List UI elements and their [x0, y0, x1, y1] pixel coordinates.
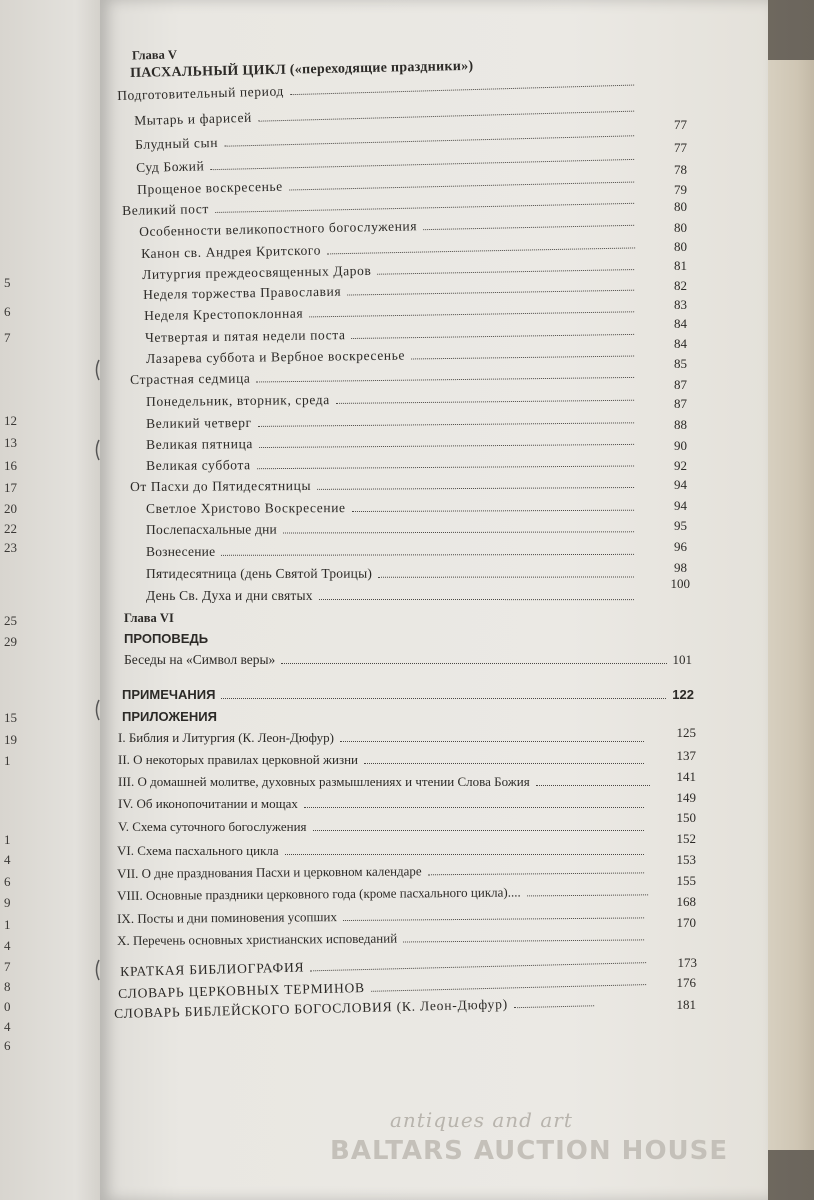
entry-title: Канон св. Андрея Критского — [140, 242, 321, 261]
page-number: 78 — [674, 162, 687, 177]
page-number: 87 — [674, 377, 687, 392]
entry-title: VII. О дне празднования Пасхи и церковном календаре — [117, 863, 422, 881]
page-number: 125 — [676, 725, 696, 740]
entry-title: Литургия преждеосвященных Даров — [141, 262, 372, 282]
entry-title: Послепасхальные дни — [146, 521, 278, 537]
page-number: 96 — [674, 539, 687, 554]
entry-title: IV. Об иконопочитании и мощах — [118, 796, 298, 811]
appendix-entry — [117, 906, 650, 927]
dot-leader — [256, 377, 634, 383]
entry-title: День Св. Духа и дни святых — [145, 588, 313, 604]
page-number: 152 — [676, 831, 696, 846]
page-number: 84 — [674, 336, 687, 351]
dot-leader — [336, 400, 634, 404]
dot-leader — [347, 290, 634, 296]
entry-title: X. Перечень основных христианских исповеданий — [117, 930, 398, 948]
dot-leader — [210, 159, 634, 170]
page-number: 81 — [674, 258, 687, 273]
toc-entry — [146, 433, 640, 453]
left-page-number: 1 — [4, 917, 11, 932]
page-number: 170 — [676, 915, 696, 930]
chapter-title: ПАСХАЛЬНЫЙ ЦИКЛ («переходящие праздники») — [130, 58, 474, 81]
appendix-entry — [118, 752, 650, 768]
toc-entry — [130, 366, 640, 388]
toc-entry — [139, 214, 640, 240]
page-number: 153 — [676, 852, 696, 867]
page-number: 141 — [676, 769, 696, 784]
entry-title: Лазарева суббота и Вербное воскресенье — [146, 347, 406, 366]
dot-leader — [289, 182, 634, 191]
toc-entry — [146, 565, 640, 582]
left-page-number: 6 — [4, 1038, 11, 1053]
left-page-number: 1 — [4, 832, 11, 847]
entry-title: Подготовительный период — [116, 83, 284, 103]
left-page-number: 4 — [4, 938, 11, 953]
page-number: 149 — [676, 790, 696, 805]
page-number: 87 — [674, 396, 687, 411]
dot-leader — [424, 225, 635, 230]
dot-leader — [313, 830, 644, 831]
entry-title: VIII. Основные праздники церковного года (кроме пасхального цикла).... — [117, 884, 521, 903]
entry-title: Мытарь и фарисей — [133, 109, 252, 128]
left-page-number: 6 — [4, 304, 11, 319]
page-number: 168 — [676, 894, 696, 909]
toc-entry — [146, 520, 640, 538]
page-number: 77 — [674, 140, 687, 155]
entry-title: Великая суббота — [146, 457, 251, 473]
dot-leader — [224, 135, 634, 146]
dot-leader — [340, 741, 644, 742]
dot-leader — [290, 85, 634, 96]
appendix-entry — [118, 819, 650, 835]
page-number: 122 — [672, 687, 694, 702]
left-page-number: 29 — [4, 634, 17, 649]
page-number: 98 — [674, 560, 687, 575]
dot-leader — [371, 984, 646, 992]
appendix-entry — [118, 774, 656, 790]
page-number: 79 — [674, 182, 687, 197]
appendix-entry — [117, 843, 650, 859]
page-number: 94 — [674, 477, 687, 492]
dot-leader — [403, 939, 644, 942]
toc-entry — [146, 499, 640, 517]
entry-title: Светлое Христово Воскресение — [146, 500, 346, 516]
page-number: 150 — [676, 810, 696, 825]
entry-title: Блудный сын — [135, 134, 219, 152]
entry-title: Страстная седмица — [130, 370, 251, 387]
dot-leader — [304, 807, 644, 808]
dot-leader — [527, 894, 648, 896]
toc-entry — [122, 687, 694, 702]
page-number: 94 — [674, 498, 687, 513]
left-page-number: 12 — [4, 413, 17, 428]
left-page-number: 22 — [4, 521, 17, 536]
entry-title: Беседы на «Символ веры» — [124, 652, 276, 667]
entry-title: Великая пятница — [146, 436, 254, 452]
toc-entry — [146, 543, 640, 560]
dot-leader — [378, 576, 634, 577]
entry-title: От Пасхи до Пятидесятницы — [130, 477, 312, 494]
appendix-entry — [117, 883, 654, 904]
left-page-number: 23 — [4, 540, 17, 555]
dot-leader — [411, 356, 634, 360]
toc-entry — [143, 279, 640, 303]
toc-entry — [145, 323, 640, 346]
appendix-entry — [118, 796, 650, 812]
entry-title: Неделя Крестопоклонная — [143, 305, 304, 323]
entry-title: VI. Схема пасхального цикла — [117, 843, 279, 858]
dot-leader — [317, 487, 634, 490]
page-number: 82 — [674, 278, 687, 293]
watermark-subtitle: antiques and art — [390, 1108, 573, 1132]
page-number: 77 — [674, 117, 687, 132]
appendix-entry — [117, 928, 650, 949]
page-number: 173 — [677, 955, 697, 970]
entry-title: II. О некоторых правилах церковной жизни — [118, 752, 359, 767]
dot-leader — [377, 269, 634, 275]
dot-leader — [221, 698, 666, 699]
dot-leader — [319, 599, 634, 600]
section-title: ПРИЛОЖЕНИЯ — [122, 709, 217, 724]
left-page-number: 17 — [4, 480, 17, 495]
left-page-number: 4 — [4, 852, 11, 867]
chapter-title: ПРОПОВЕДЬ — [124, 631, 209, 646]
watermark-title: BALTARS AUCTION HOUSE — [330, 1136, 729, 1166]
left-page-number: 5 — [4, 275, 11, 290]
dot-leader — [351, 334, 634, 339]
left-page-number: 8 — [4, 979, 11, 994]
dot-leader — [310, 962, 646, 971]
toc-entry — [141, 236, 641, 262]
page-number: 88 — [674, 417, 687, 432]
page-number: 80 — [674, 220, 687, 235]
dot-leader — [259, 444, 634, 448]
entry-title: Пятидесятница (день Святой Троицы) — [146, 565, 373, 581]
dot-leader — [364, 763, 644, 764]
dot-leader — [514, 1005, 594, 1008]
toc-entry — [144, 300, 640, 324]
left-page-number: 25 — [4, 613, 17, 628]
toc-entry — [146, 411, 640, 432]
entry-title: I. Библия и Литургия (К. Леон-Дюфур) — [118, 730, 334, 745]
page-number: 90 — [674, 438, 687, 453]
toc-entry — [146, 389, 640, 410]
toc-entry — [146, 588, 640, 604]
dot-leader — [215, 203, 634, 213]
toc-entry — [134, 99, 640, 129]
entry-title: Суд Божий — [136, 158, 205, 175]
dot-leader — [536, 785, 650, 786]
left-page-number: 20 — [4, 501, 17, 516]
toc-entry — [130, 476, 640, 495]
dot-leader — [283, 531, 634, 533]
page-number: 101 — [672, 652, 692, 667]
left-page-number: 7 — [4, 330, 11, 345]
page-number: 137 — [676, 748, 696, 763]
page-number: 92 — [674, 458, 687, 473]
page-number: 84 — [674, 316, 687, 331]
dot-leader — [352, 510, 634, 512]
page-number: 85 — [674, 356, 687, 371]
entry-title: КРАТКАЯ БИБЛИОГРАФИЯ — [120, 959, 305, 979]
page-number: 95 — [674, 518, 687, 533]
left-page-number: 19 — [4, 732, 17, 747]
page-number: 155 — [676, 873, 696, 888]
entry-title: Понедельник, вторник, среда — [146, 392, 330, 409]
entry-title: Четвертая и пятая недели поста — [144, 327, 346, 345]
dot-leader — [327, 247, 635, 254]
entry-title: IX. Посты и дни поминовения усопших — [117, 909, 337, 926]
entry-title: Вознесение — [146, 543, 216, 559]
page-number: 100 — [670, 576, 690, 591]
left-page-number: 0 — [4, 999, 11, 1014]
page-number: 83 — [674, 297, 687, 312]
dot-leader — [221, 554, 634, 556]
chapter-heading: Глава VI — [124, 611, 174, 625]
left-page-number: 13 — [4, 435, 17, 450]
left-page-number: 4 — [4, 1019, 11, 1034]
entry-title: СЛОВАРЬ ЦЕРКОВНЫХ ТЕРМИНОВ — [118, 979, 366, 1001]
left-page-number: 6 — [4, 874, 11, 889]
entry-title: Великий четверг — [146, 414, 252, 431]
entry-title: III. О домашней молитве, духовных размышлениях и чтении Слова Божия — [118, 774, 530, 789]
dot-leader — [428, 872, 644, 875]
toc-entry — [146, 454, 640, 474]
left-page-number: 16 — [4, 458, 17, 473]
entry-title: СЛОВАРЬ БИБЛЕЙСКОГО БОГОСЛОВИЯ (К. Леон-Дюфур) — [114, 996, 509, 1021]
dot-leader — [258, 111, 634, 122]
dot-leader — [343, 917, 644, 921]
left-page-number: 15 — [4, 710, 17, 725]
appendix-entry — [118, 730, 650, 746]
toc-entry — [146, 344, 640, 367]
entry-title: Великий пост — [122, 201, 210, 218]
page-number: 181 — [676, 997, 696, 1012]
left-page-number: 7 — [4, 959, 11, 974]
entry-title: V. Схема суточного богослужения — [118, 819, 307, 834]
entry-title: Прощеное воскресенье — [137, 178, 284, 197]
entry-title: Неделя торжества Православия — [142, 283, 342, 302]
entry-title: ПРИМЕЧАНИЯ — [122, 687, 216, 702]
chapter-heading: Глава V — [131, 47, 178, 63]
dot-leader — [285, 854, 644, 855]
dot-leader — [309, 311, 634, 317]
dot-leader — [281, 663, 666, 664]
left-page-number: 9 — [4, 895, 11, 910]
page-number: 80 — [674, 239, 687, 254]
page-number: 176 — [676, 975, 696, 990]
toc-entry — [124, 652, 692, 668]
dot-leader — [257, 466, 634, 470]
page-number: 80 — [674, 199, 687, 214]
left-page-number: 1 — [4, 753, 11, 768]
dot-leader — [258, 422, 634, 427]
entry-title: Особенности великопостного богослужения — [139, 218, 418, 239]
appendix-entry — [117, 861, 650, 882]
